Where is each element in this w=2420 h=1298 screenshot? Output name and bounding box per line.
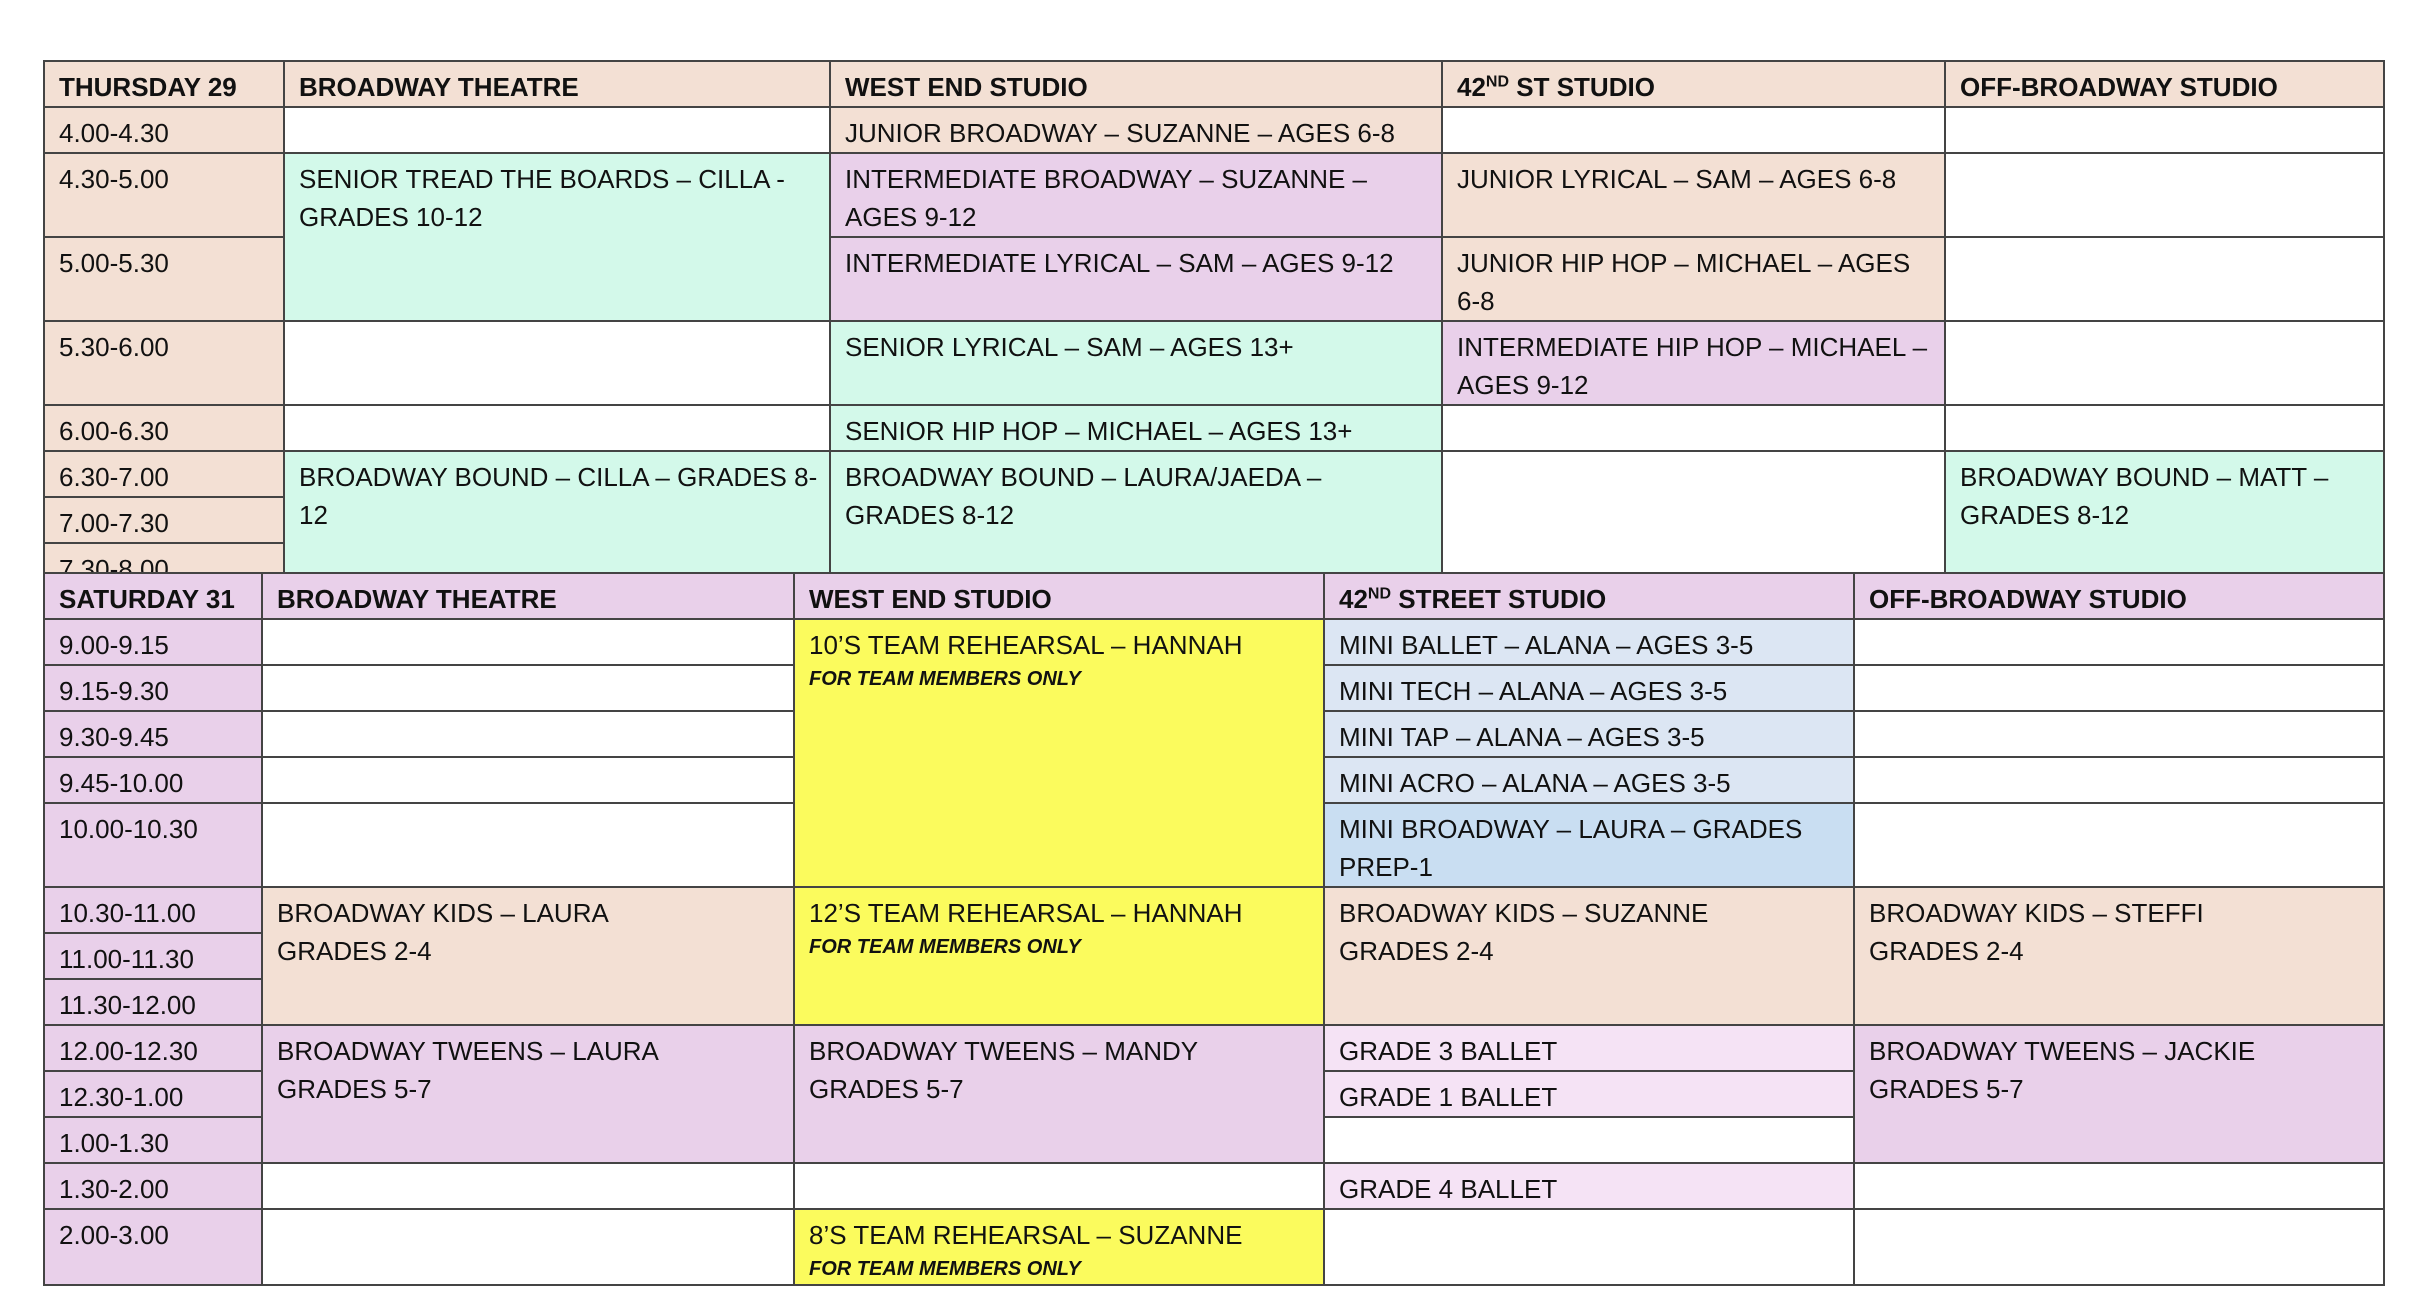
class-cell [262,1025,794,1163]
empty-cell [262,665,794,711]
class-cell: INTERMEDIATE LYRICAL – SAM – AGES 9-12 [830,237,1442,321]
time-slot: 1.00-1.30 [44,1117,262,1163]
time-slot: 6.00-6.30 [44,405,284,451]
class-cell: MINI BROADWAY – LAURA – GRADES PREP-1 [1324,803,1854,887]
class-grades: GRADES 2-4 [1869,936,2024,966]
team-note: FOR TEAM MEMBERS ONLY [809,1258,1081,1280]
class-cell: BROADWAY BOUND – MATT – GRADES 8-12 [1945,451,2384,589]
empty-cell [284,107,830,153]
empty-cell [1945,107,2384,153]
empty-cell [1442,405,1945,451]
time-slot: 11.30-12.00 [44,979,262,1025]
empty-cell [262,619,794,665]
time-row [44,1163,2384,1209]
time-slot: 4.30-5.00 [44,153,284,237]
room-header-west-end-studio: WEST END STUDIO [830,61,1442,107]
class-title: BROADWAY TWEENS – LAURA [277,1036,659,1066]
room-header-rest: ST STUDIO [1509,72,1655,102]
room-header-number: 42 [1339,584,1368,614]
class-title: 12’S TEAM REHEARSAL – HANNAH [809,898,1243,928]
room-header-off-broadway-studio: OFF-BROADWAY STUDIO [1945,61,2384,107]
class-cell [794,887,1324,1025]
time-slot: 5.30-6.00 [44,321,284,405]
room-header-42nd-st-studio [1442,61,1945,107]
class-cell [794,1025,1324,1163]
time-row [44,1209,2384,1285]
class-cell: SENIOR TREAD THE BOARDS – CILLA - GRADES 10-12 [284,153,830,321]
class-grades: GRADES 2-4 [277,936,432,966]
class-cell [262,887,794,1025]
class-grades: GRADES 5-7 [1869,1074,2024,1104]
empty-cell [1945,237,2384,321]
empty-cell [1442,451,1945,589]
room-header-ordinal: ND [1367,585,1392,603]
empty-cell [1442,107,1945,153]
class-cell [794,619,1324,887]
class-cell: INTERMEDIATE BROADWAY – SUZANNE – AGES 9-12 [830,153,1442,237]
class-cell [1854,1025,2384,1163]
time-slot: 1.30-2.00 [44,1163,262,1209]
empty-cell [284,405,830,451]
time-row [44,321,2384,405]
empty-cell [1854,1163,2384,1209]
saturday-header-row [44,573,2384,619]
class-title: BROADWAY KIDS – LAURA [277,898,609,928]
time-slot: 4.00-4.30 [44,107,284,153]
time-row [44,887,2384,933]
room-header-rest: STREET STUDIO [1391,584,1607,614]
time-slot: 7.30-8.00 [44,543,284,589]
class-cell: INTERMEDIATE HIP HOP – MICHAEL – AGES 9-12 [1442,321,1945,405]
class-cell: MINI TECH – ALANA – AGES 3-5 [1324,665,1854,711]
class-grades: GRADES 5-7 [277,1074,432,1104]
time-slot: 12.00-12.30 [44,1025,262,1071]
class-title: 8’S TEAM REHEARSAL – SUZANNE [809,1220,1243,1250]
time-row [44,451,2384,497]
empty-cell [262,711,794,757]
class-cell [794,1209,1324,1285]
time-slot: 9.00-9.15 [44,619,262,665]
class-cell: JUNIOR LYRICAL – SAM – AGES 6-8 [1442,153,1945,237]
empty-cell [262,1163,794,1209]
room-header-ordinal: ND [1485,73,1510,91]
time-slot: 9.30-9.45 [44,711,262,757]
empty-cell [794,1163,1324,1209]
time-row [44,107,2384,153]
team-note: FOR TEAM MEMBERS ONLY [809,936,1081,958]
empty-cell [1324,1209,1854,1285]
empty-cell [1945,321,2384,405]
class-cell: SENIOR HIP HOP – MICHAEL – AGES 13+ [830,405,1442,451]
time-slot: 12.30-1.00 [44,1071,262,1117]
time-row [44,405,2384,451]
day-header: THURSDAY 29 [44,61,284,107]
room-header-broadway-theatre: BROADWAY THEATRE [262,573,794,619]
class-title: BROADWAY TWEENS – MANDY [809,1036,1199,1066]
class-cell: GRADE 1 BALLET [1324,1071,1854,1117]
time-slot: 5.00-5.30 [44,237,284,321]
thursday-header-row [44,61,2384,107]
class-cell: JUNIOR HIP HOP – MICHAEL – AGES 6-8 [1442,237,1945,321]
time-slot: 7.00-7.30 [44,497,284,543]
class-cell: SENIOR LYRICAL – SAM – AGES 13+ [830,321,1442,405]
class-cell: GRADE 3 BALLET [1324,1025,1854,1071]
class-grades: GRADES 2-4 [1339,936,1494,966]
empty-cell [262,757,794,803]
empty-cell [1945,405,2384,451]
class-cell: JUNIOR BROADWAY – SUZANNE – AGES 6-8 [830,107,1442,153]
time-slot: 10.00-10.30 [44,803,262,887]
empty-cell [284,321,830,405]
class-title: BROADWAY KIDS – SUZANNE [1339,898,1709,928]
class-cell: BROADWAY BOUND – LAURA/JAEDA – GRADES 8-12 [830,451,1442,589]
empty-cell [1854,757,2384,803]
class-cell: GRADE 4 BALLET [1324,1163,1854,1209]
class-cell: BROADWAY BOUND – CILLA – GRADES 8-12 [284,451,830,589]
time-slot: 11.00-11.30 [44,933,262,979]
class-title: BROADWAY KIDS – STEFFI [1869,898,2204,928]
class-title: BROADWAY TWEENS – JACKIE [1869,1036,2256,1066]
day-header: SATURDAY 31 [44,573,262,619]
empty-cell [1945,153,2384,237]
empty-cell [1854,1209,2384,1285]
empty-cell [262,803,794,887]
time-slot: 2.00-3.00 [44,1209,262,1285]
class-cell: MINI ACRO – ALANA – AGES 3-5 [1324,757,1854,803]
time-row [44,1025,2384,1071]
time-slot: 6.30-7.00 [44,451,284,497]
empty-cell [1854,803,2384,887]
empty-cell [1854,619,2384,665]
class-cell: MINI BALLET – ALANA – AGES 3-5 [1324,619,1854,665]
empty-cell [262,1209,794,1285]
class-cell [1854,887,2384,1025]
room-header-broadway-theatre: BROADWAY THEATRE [284,61,830,107]
room-header-42nd-street-studio [1324,573,1854,619]
class-title: 10’S TEAM REHEARSAL – HANNAH [809,630,1243,660]
room-header-number: 42 [1457,72,1486,102]
thursday-schedule-table [43,60,2385,590]
saturday-schedule-table [43,572,2385,1286]
time-slot: 9.45-10.00 [44,757,262,803]
time-slot: 10.30-11.00 [44,887,262,933]
room-header-off-broadway-studio: OFF-BROADWAY STUDIO [1854,573,2384,619]
class-cell: MINI TAP – ALANA – AGES 3-5 [1324,711,1854,757]
time-row [44,619,2384,665]
room-header-west-end-studio: WEST END STUDIO [794,573,1324,619]
empty-cell [1324,1117,1854,1163]
class-grades: GRADES 5-7 [809,1074,964,1104]
empty-cell [1854,711,2384,757]
empty-cell [1854,665,2384,711]
time-row [44,153,2384,237]
time-slot: 9.15-9.30 [44,665,262,711]
team-note: FOR TEAM MEMBERS ONLY [809,668,1081,690]
class-cell [1324,887,1854,1025]
